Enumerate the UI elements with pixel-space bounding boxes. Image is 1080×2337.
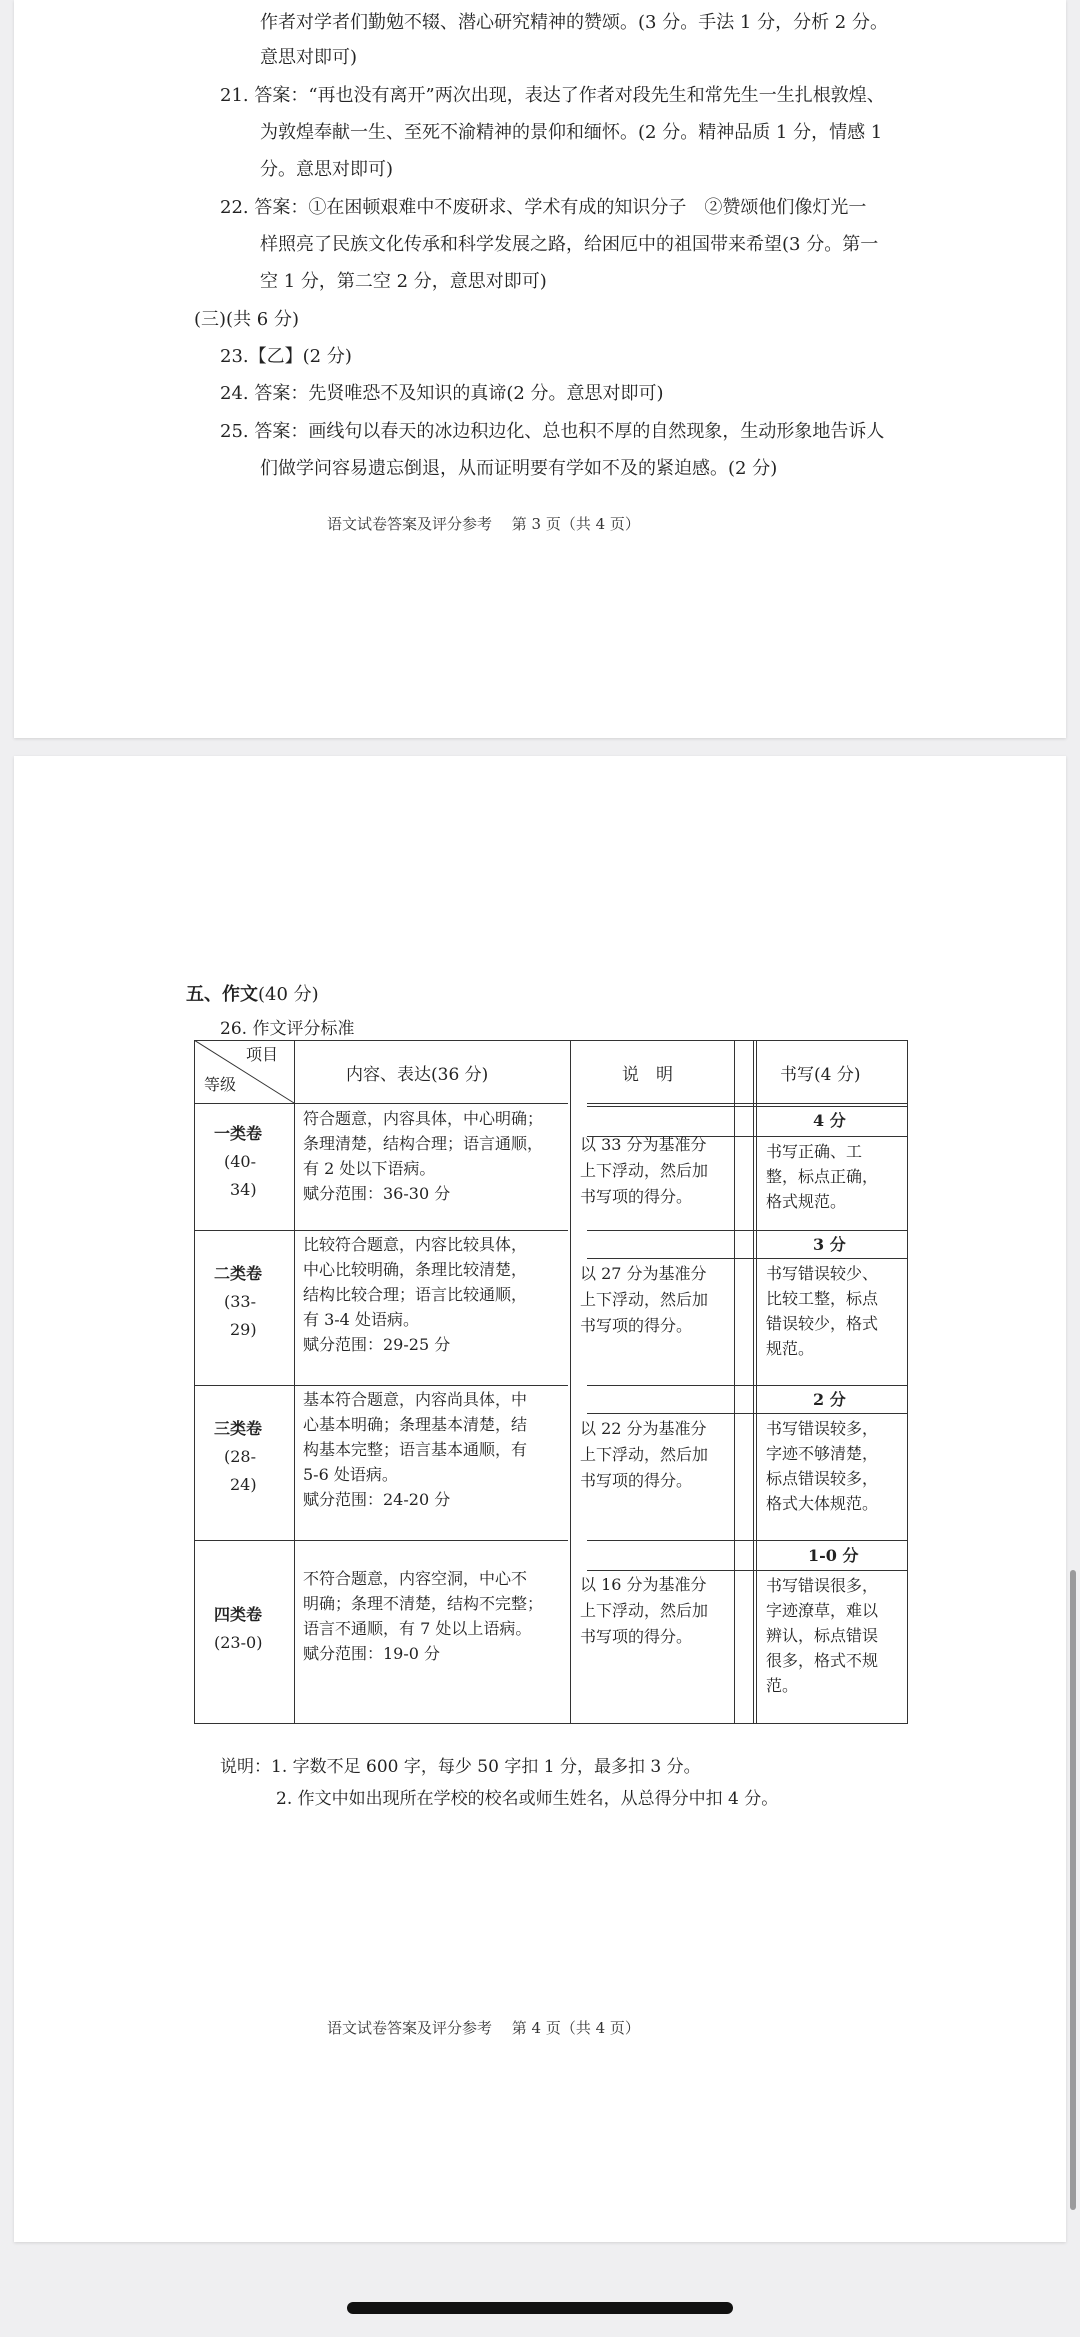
writing-text: 标点错误较多， <box>766 1469 879 1488</box>
explain-text: 以 27 分为基准分 <box>580 1264 707 1283</box>
content-text: 赋分范围：29-25 分 <box>303 1335 451 1354</box>
corner-top-label: 项目 <box>246 1045 279 1064</box>
writing-text: 比较工整，标点 <box>766 1289 879 1308</box>
content-text: 语言不通顺，有 7 处以上语病。 <box>303 1619 532 1638</box>
section-score: (40 分) <box>258 984 319 1005</box>
writing-text: 辨认，标点错误 <box>766 1626 879 1645</box>
explain-text: 以 16 分为基准分 <box>580 1575 707 1594</box>
content-text: 赋分范围：36-30 分 <box>303 1184 451 1203</box>
content-text: 赋分范围：24-20 分 <box>303 1490 451 1509</box>
document-page-3 <box>14 0 1066 738</box>
content-text: 比较符合题意，内容比较具体， <box>303 1235 528 1254</box>
table-caption: 26. 作文评分标准 <box>220 1019 355 1039</box>
header-explain: 说 明 <box>622 1065 673 1085</box>
text-line: 作者对学者们勤勉不辍、潜心研究精神的赞颂。(3 分。手法 1 分，分析 2 分。 <box>260 12 888 33</box>
writing-text: 规范。 <box>766 1339 815 1358</box>
section-title <box>186 982 319 1008</box>
text-line: 22. 答案：①在困顿艰难中不废研求、学术有成的知识分子 ②赞颂他们像灯光一 <box>220 197 867 218</box>
home-indicator[interactable] <box>347 2302 733 2314</box>
writing-text: 书写正确、工 <box>766 1142 863 1161</box>
explain-text: 上下浮动，然后加 <box>580 1161 709 1180</box>
header-writing: 书写(4 分) <box>780 1065 861 1085</box>
writing-text: 书写错误很多， <box>766 1576 879 1595</box>
text-line: 21. 答案：“再也没有离开”两次出现，表达了作者对段先生和常先生一生扎根敦煌、 <box>220 85 885 106</box>
writing-score: 2 分 <box>813 1390 846 1409</box>
text-line: 空 1 分，第二空 2 分，意思对即可) <box>260 271 547 292</box>
writing-text: 整，标点正确， <box>766 1167 879 1186</box>
grade-label: 四类卷 <box>214 1605 263 1624</box>
scrollbar[interactable] <box>1070 1570 1076 2210</box>
writing-text: 字迹不够清楚， <box>766 1444 879 1463</box>
writing-text: 格式大体规范。 <box>766 1494 879 1513</box>
explain-text: 书写项的得分。 <box>580 1316 693 1335</box>
writing-text: 书写错误较少、 <box>766 1264 879 1283</box>
grade-range: 34) <box>230 1180 257 1199</box>
text-line: 25. 答案：画线句以春天的冰边积边化、总也积不厚的自然现象，生动形象地告诉人 <box>220 421 885 442</box>
content-text: 符合题意，内容具体，中心明确； <box>303 1109 544 1128</box>
text-line: 分。意思对即可) <box>260 159 394 180</box>
content-text: 结构比较合理；语言比较通顺， <box>303 1285 528 1304</box>
grade-range: (33- <box>224 1292 257 1311</box>
grade-range: 29) <box>230 1320 257 1339</box>
content-text: 心基本明确；条理基本清楚，结 <box>303 1415 528 1434</box>
writing-score: 4 分 <box>813 1111 846 1130</box>
note-line: 2. 作文中如出现所在学校的校名或师生姓名，从总得分中扣 4 分。 <box>276 1789 779 1809</box>
writing-text: 书写错误较多， <box>766 1419 879 1438</box>
text-line: 样照亮了民族文化传承和科学发展之路，给困厄中的祖国带来希望(3 分。第一 <box>260 234 879 255</box>
content-text: 有 3-4 处语病。 <box>303 1310 419 1329</box>
explain-text: 上下浮动，然后加 <box>580 1445 709 1464</box>
writing-score: 1-0 分 <box>808 1546 859 1565</box>
document-page-4 <box>14 756 1066 2242</box>
content-text: 明确；条理不清楚，结构不完整； <box>303 1594 544 1613</box>
writing-text: 范。 <box>766 1676 799 1695</box>
content-text: 中心比较明确，条理比较清楚， <box>303 1260 528 1279</box>
corner-bottom-label: 等级 <box>204 1075 237 1094</box>
explain-text: 上下浮动，然后加 <box>580 1601 709 1620</box>
note-line: 说明：1. 字数不足 600 字，每少 50 字扣 1 分，最多扣 3 分。 <box>220 1757 701 1777</box>
writing-text: 格式规范。 <box>766 1192 847 1211</box>
text-line: 们做学问容易遗忘倒退，从而证明要有学如不及的紧迫感。(2 分) <box>260 458 778 479</box>
content-text: 构基本完整；语言基本通顺，有 <box>303 1440 528 1459</box>
content-text: 基本符合题意，内容尚具体，中 <box>303 1390 528 1409</box>
explain-text: 以 33 分为基准分 <box>580 1135 707 1154</box>
grade-range: (28- <box>224 1447 257 1466</box>
content-text: 条理清楚，结构合理；语言通顺， <box>303 1134 544 1153</box>
explain-text: 书写项的得分。 <box>580 1187 693 1206</box>
content-text: 5-6 处语病。 <box>303 1465 398 1484</box>
grade-label: 二类卷 <box>214 1264 263 1283</box>
content-text: 有 2 处以下语病。 <box>303 1159 436 1178</box>
grade-label: 一类卷 <box>214 1124 263 1143</box>
content-text: 不符合题意，内容空洞，中心不 <box>303 1569 528 1588</box>
explain-text: 上下浮动，然后加 <box>580 1290 709 1309</box>
text-line: 23.【乙】(2 分) <box>220 346 352 367</box>
grade-range: 24) <box>230 1475 257 1494</box>
writing-text: 很多，格式不规 <box>766 1651 879 1670</box>
explain-text: 书写项的得分。 <box>580 1627 693 1646</box>
writing-text: 错误较少，格式 <box>766 1314 879 1333</box>
text-line: 24. 答案：先贤唯恐不及知识的真谛(2 分。意思对即可) <box>220 383 664 404</box>
header-content: 内容、表达(36 分) <box>346 1065 489 1085</box>
section-title-text: 五、作文 <box>186 984 258 1005</box>
section-heading: (三)(共 6 分) <box>194 309 299 330</box>
writing-score: 3 分 <box>813 1235 846 1254</box>
text-line: 为敦煌奉献一生、至死不渝精神的景仰和缅怀。(2 分。精神品质 1 分，情感 1 <box>260 122 883 143</box>
grade-range: (40- <box>224 1152 257 1171</box>
grade-label: 三类卷 <box>214 1419 263 1438</box>
grade-range: (23-0) <box>214 1633 263 1652</box>
text-line: 意思对即可) <box>260 47 358 68</box>
page-footer: 语文试卷答案及评分参考 第 4 页（共 4 页） <box>327 2019 640 2037</box>
explain-text: 以 22 分为基准分 <box>580 1419 707 1438</box>
content-text: 赋分范围：19-0 分 <box>303 1644 441 1663</box>
page-footer: 语文试卷答案及评分参考 第 3 页（共 4 页） <box>327 515 640 533</box>
explain-text: 书写项的得分。 <box>580 1471 693 1490</box>
writing-text: 字迹潦草，难以 <box>766 1601 879 1620</box>
